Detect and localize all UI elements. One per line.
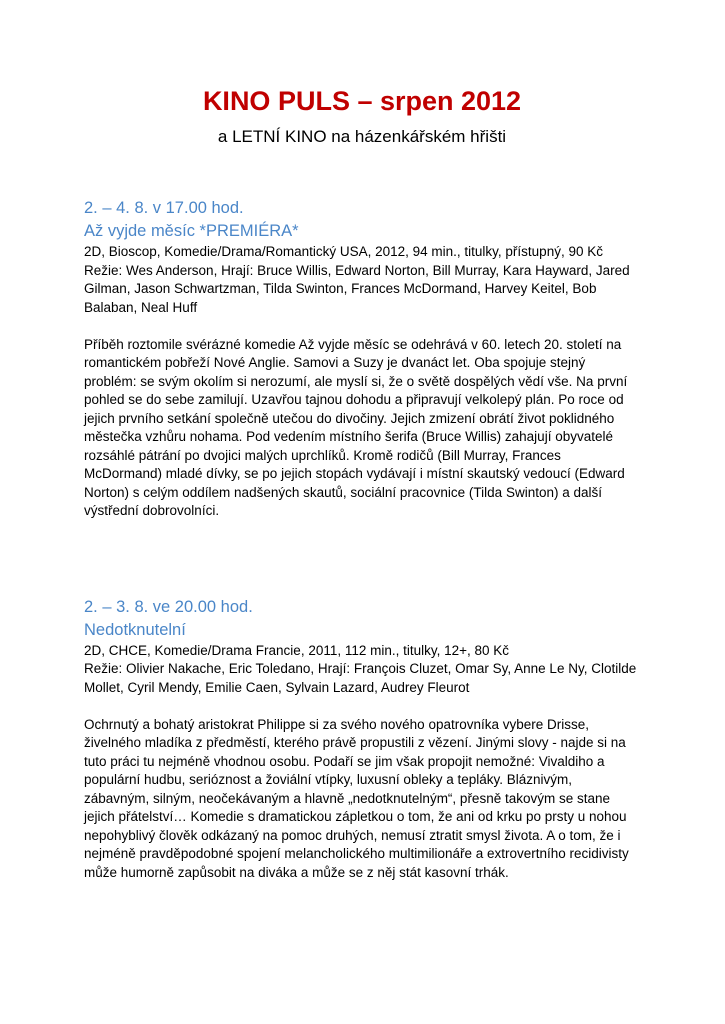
document-subtitle: a LETNÍ KINO na házenkářském hřišti	[217, 127, 507, 146]
film-1-meta: 2D, Bioscop, Komedie/Drama/Romantický USA, 2012, 94 min., titulky, přístupný, 90 Kč	[84, 244, 603, 259]
film-1-synopsis: Příběh roztomile svérázné komedie Až vyjde měsíc se odehrává v 60. letech 20. století na romantickém pobřeží Nové Anglie. Samovi a Suzy je dvanáct let. Oba spojuje stejný problém: se svým okolím si nerozumí, ale myslí si, že o světě dospělých vědí vše. Na první pohled se do sebe zamilují. Uzavřou tajnou dohodu a připravují velkolepý plán. Po roce od jejich prvního setkání společně utečou do divočiny. Jejich zmizení obrátí život poklidného městečka vzhůru nohama. Pod vedením místního šerifa (Bruce Willis) zahajují obyvatelé rozsáhlé pátrání po dvojici malých uprchlíků. Kromě rodičů (Bill Murray, Frances McDormand) mladé dívky, se po jejich stopách vydávají i místní skautský vedoucí (Edward Norton) s celým oddílem nadšených skautů, sociální pracovnice (Tilda Swinton) a další výstřední dobrovolníci.	[84, 336, 628, 518]
document-title: KINO PULS – srpen 2012	[202, 86, 522, 116]
document-header	[84, 86, 640, 147]
film-2-title: Nedotknutelní	[84, 620, 186, 639]
film-1-credits: Režie: Wes Anderson, Hrají: Bruce Willis, Edward Norton, Bill Murray, Kara Hayward, Jared Gilman, Jason Schwartzman, Tilda Swinton, Frances McDormand, Harvey Keitel, Bob Balaban, Neal Huff	[84, 262, 630, 315]
film-2-synopsis: Ochrnutý a bohatý aristokrat Philippe si za svého nového opatrovníka vybere Drisse, živelného mladíka z předměstí, kterého právě propustili z vězení. Jinými slovy - najde si na tuto práci tu nejméně vhodnou osobu. Podaří se jim však propojit nemožné: Vivaldiho a populární hudbu, serióznost a žoviální vtípky, luxusní obleky a tepláky. Bláznivým, zábavným, silným, neočekávaným a hlavně „nedotknutelným“, přesně takovým se stane jejich přátelství… Komedie s dramatickou zápletkou o tom, že ani od krku po prsty u nohou nepohyblivý člověk odkázaný na pomoc druhých, nemusí ztratit smysl života. A o tom, že i nejméně pravděpodobné spojení melancholického multimilionáře a extrovertního recidivisty může humorně zapůsobit na diváka a může se z něj stát kasovní trhák.	[84, 716, 629, 880]
film-2-schedule: 2. – 3. 8. ve 20.00 hod.	[84, 597, 253, 616]
film-listing-2	[84, 596, 640, 883]
film-1-title: Až vyjde měsíc *PREMIÉRA*	[84, 222, 299, 240]
film-2-credits: Režie: Olivier Nakache, Eric Toledano, Hrají: François Cluzet, Omar Sy, Anne Le Ny, Clotilde Mollet, Cyril Mendy, Emilie Caen, Sylvain Lazard, Audrey Fleurot	[84, 661, 637, 695]
film-2-meta: 2D, CHCE, Komedie/Drama Francie, 2011, 112 min., titulky, 12+, 80 Kč	[84, 642, 510, 658]
film-1-schedule: 2. – 4. 8. v 17.00 hod.	[84, 199, 244, 217]
film-listing-1	[84, 197, 640, 521]
